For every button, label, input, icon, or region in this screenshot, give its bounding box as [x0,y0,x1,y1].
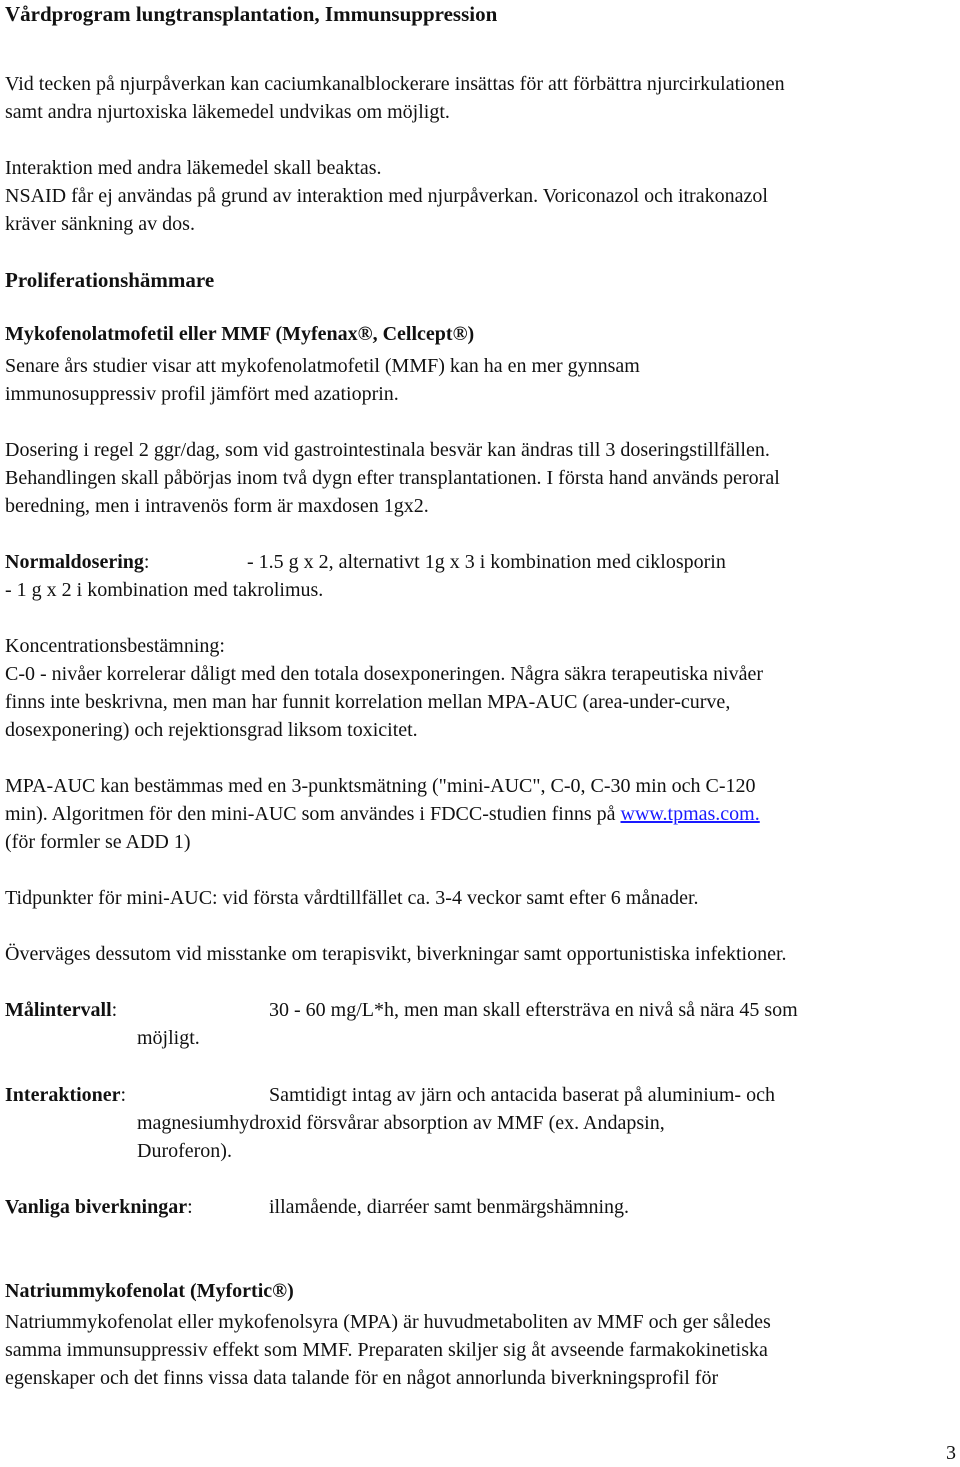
overvages-line: Överväges dessutom vid misstanke om terapisvikt, biverkningar samt opportunistiska infektioner. [5,943,787,965]
text-line: immunosuppressiv profil jämfört med azatioprin. [5,383,399,405]
text-line: C-0 - nivåer korrelerar dåligt med den totala dosexponeringen. Några säkra terapeutiska nivåer [5,663,764,685]
text-line: samma immunsuppressiv effekt som MMF. Preparaten skiljer sig åt avseende farmakokinetiska [5,1339,768,1361]
text-line: min). Algoritmen för den mini-AUC som användes i FDCC-studien finns på [5,803,621,825]
interaktioner-line-2: magnesiumhydroxid försvårar absorption av MMF (ex. Andapsin, [137,1112,665,1134]
malintervall-block [5,996,955,1056]
text-line: Dosering i regel 2 ggr/dag, som vid gastrointestinala besvär kan ändras till 3 doseringstillfällen. [5,439,770,461]
mmf-paragraph-2 [5,436,780,520]
text-line: Vid tecken på njurpåverkan kan caciumkanalblockerare insättas för att förbättra njurcirkulationen [5,73,785,95]
text-line: MPA-AUC kan bestämmas med en 3-punktsmätning ("mini-AUC", C-0, C-30 min och C-120 [5,775,756,797]
text-line: (för formler se ADD 1) [5,831,191,853]
text-line: finns inte beskrivna, men man har funnit korrelation mellan MPA-AUC (area-under-curve, [5,691,731,713]
biverkningar-text: illamående, diarréer samt benmärgshämning. [269,1196,630,1218]
label-colon: : [120,1084,127,1106]
myfortic-heading: Natriummykofenolat (Myfortic®) [5,1280,294,1302]
section-heading: Proliferationshämmare [5,268,215,292]
text-line: samt andra njurtoxiska läkemedel undvikas om möjligt. [5,101,450,123]
label-colon: : [111,999,118,1021]
text-line: egenskaper och det finns vissa data talande för en något annorlunda biverkningsprofil för [5,1367,719,1389]
text-line: Interaktion med andra läkemedel skall beaktas. [5,157,382,179]
normaldosering-line-2: - 1 g x 2 i kombination med takrolimus. [5,579,324,601]
myfortic-paragraph [5,1308,771,1392]
text-line: dosexponering) och rejektionsgrad liksom toxicitet. [5,719,418,741]
text-line: NSAID får ej användas på grund av interaktion med njurpåverkan. Voriconazol och itrakonazol [5,185,768,207]
text-line: Senare års studier visar att mykofenolatmofetil (MMF) kan ha en mer gynnsam [5,355,640,377]
page-number: 3 [946,1442,956,1464]
tidpunkter-line: Tidpunkter för mini-AUC: vid första vårdtillfället ca. 3-4 veckor samt efter 6 månader. [5,887,699,909]
biverkningar-block [5,1193,955,1223]
label-colon: : [143,551,150,573]
malintervall-line-2: möjligt. [137,1027,200,1049]
text-line: Natriummykofenolat eller mykofenolsyra (MPA) är huvudmetaboliten av MMF och ger således [5,1311,771,1333]
mmf-paragraph-1 [5,352,640,408]
normaldosering-block [5,548,726,604]
intro-paragraph-1 [5,70,785,126]
koncentration-block [5,632,763,744]
document-title: Vårdprogram lungtransplantation, Immunsuppression [5,2,498,26]
biverkningar-label: Vanliga biverkningar [5,1196,188,1218]
tpmas-link[interactable]: www.tpmas.com. [620,803,760,825]
label-colon: : [187,1196,193,1218]
interaktioner-label: Interaktioner [5,1084,121,1106]
intro-paragraph-2 [5,154,768,238]
text-line: beredning, men i intravenös form är maxdosen 1gx2. [5,495,429,517]
malintervall-label: Målintervall [5,999,112,1021]
text-line: kräver sänkning av dos. [5,213,195,235]
text-line: Behandlingen skall påbörjas inom två dygn efter transplantationen. I första hand används peroral [5,467,780,489]
normaldosering-label: Normaldosering [5,551,144,573]
malintervall-line-1: 30 - 60 mg/L*h, men man skall eftersträva en nivå så nära 45 som [269,999,798,1021]
auc-paragraph [5,772,760,856]
interaktioner-block [5,1081,955,1171]
mmf-heading: Mykofenolatmofetil eller MMF (Myfenax®, Cellcept®) [5,323,475,345]
koncentration-label: Koncentrationsbestämning: [5,635,225,657]
interaktioner-line-1: Samtidigt intag av järn och antacida baserat på aluminium- och [269,1084,775,1106]
normaldosering-line-1: - 1.5 g x 2, alternativt 1g x 3 i kombination med ciklosporin [247,551,726,573]
interaktioner-line-3: Duroferon). [137,1140,232,1162]
